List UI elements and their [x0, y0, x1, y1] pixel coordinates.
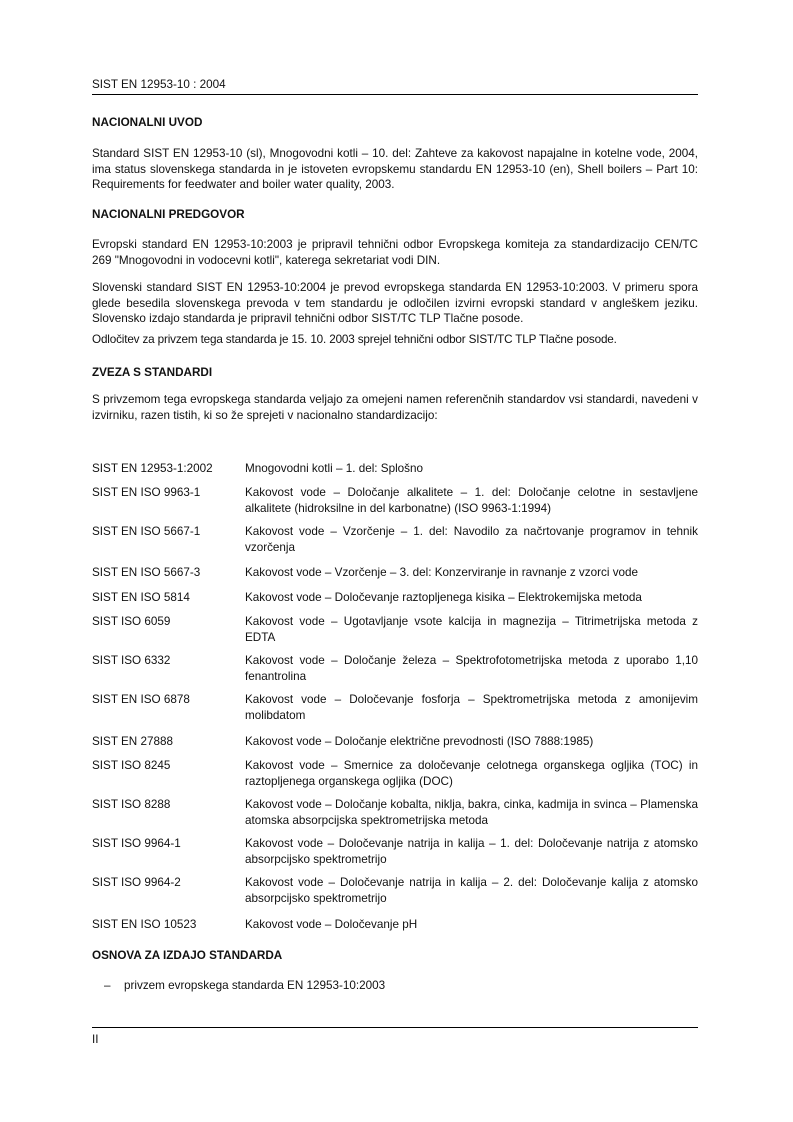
- page-number: II: [92, 1033, 99, 1046]
- reference-title: Kakovost vode – Določevanje pH: [245, 918, 418, 931]
- reference-title: Kakovost vode – Določevanje raztopljenega kisika – Elektrokemijska metoda: [245, 591, 642, 604]
- reference-code: SIST EN 12953-1:2002: [92, 462, 213, 475]
- reference-row: [92, 758, 698, 789]
- footer-rule: [92, 1027, 698, 1028]
- reference-title: Kakovost vode – Smernice za določevanje celotnega organskega ogljika (TOC) in raztopljenega organskega ogljika (DOC): [245, 759, 698, 788]
- reference-code: SIST EN ISO 5814: [92, 591, 190, 604]
- reference-code: SIST EN ISO 6878: [92, 693, 190, 706]
- reference-row: [92, 836, 698, 867]
- reference-title: Kakovost vode – Ugotavljanje vsote kalcija in magnezija – Titrimetrijska metoda z EDTA: [245, 615, 698, 644]
- reference-row: [92, 524, 698, 555]
- bullet-dash: –: [104, 979, 111, 992]
- reference-row: [92, 692, 698, 723]
- heading-nacionalni-predgovor: NACIONALNI PREDGOVOR: [92, 208, 245, 221]
- reference-title: Kakovost vode – Določanje alkalitete – 1. del: Določanje celotne in sestavljene alkalitete (hidroksilne in del karbonatne) (ISO 9963-1:1994): [245, 486, 698, 515]
- reference-code: SIST ISO 6059: [92, 615, 171, 628]
- reference-row: [92, 461, 698, 477]
- reference-code: SIST ISO 8245: [92, 759, 171, 772]
- reference-code: SIST EN ISO 9963-1: [92, 486, 201, 499]
- reference-title: Kakovost vode – Določevanje natrija in kalija – 1. del: Določevanje natrija z atomsko absorpcijsko spektrometrijo: [245, 837, 698, 866]
- reference-code: SIST EN ISO 5667-1: [92, 525, 201, 538]
- uvod-paragraph: Standard SIST EN 12953-10 (sl), Mnogovodni kotli – 10. del: Zahteve za kakovost napajalne in kotelne vode, 2004, ima status slovenskega standarda in je istoveten evropskemu standardu EN 12953-10 (en), Shell boilers – Part 10: Requirements for feedwater and boiler water quality, 2003.: [92, 147, 698, 191]
- reference-code: SIST ISO 6332: [92, 654, 171, 667]
- reference-title: Kakovost vode – Vzorčenje – 3. del: Konzerviranje in ravnanje z vzorci vode: [245, 566, 639, 579]
- reference-code: SIST ISO 9964-1: [92, 837, 181, 850]
- reference-row: [92, 875, 698, 906]
- reference-title: Mnogovodni kotli – 1. del: Splošno: [245, 462, 424, 475]
- reference-row: [92, 653, 698, 684]
- reference-code: SIST EN ISO 10523: [92, 918, 197, 931]
- reference-title: Kakovost vode – Določanje železa – Spektrofotometrijska metoda z uporabo 1,10 fenantrolina: [245, 654, 698, 683]
- reference-row: [92, 734, 698, 750]
- reference-title: Kakovost vode – Vzorčenje – 1. del: Navodilo za načrtovanje programov in tehnik vzorčenja: [245, 525, 698, 554]
- reference-code: SIST EN 27888: [92, 735, 173, 748]
- reference-title: Kakovost vode – Določevanje fosforja – Spektrometrijska metoda z amonijevim molibdatom: [245, 693, 698, 722]
- reference-code: SIST ISO 8288: [92, 798, 171, 811]
- predgovor-paragraph-3: Odločitev za privzem tega standarda je 15. 10. 2003 sprejel tehnični odbor SIST/TC TLP Tlačne posode.: [92, 333, 617, 346]
- reference-row: [92, 590, 698, 606]
- running-header: SIST EN 12953-10 : 2004: [92, 78, 226, 91]
- heading-zveza-s-standardi: ZVEZA S STANDARDI: [92, 366, 213, 379]
- reference-title: Kakovost vode – Določevanje natrija in kalija – 2. del: Določevanje kalija z atomsko absorpcijsko spektrometrijo: [245, 876, 698, 905]
- zveza-intro: S privzemom tega evropskega standarda veljajo za omejeni namen referenčnih standardov vsi standardi, navedeni v izvirniku, razen tistih, ki so že sprejeti v nacionalno standardizacijo:: [92, 393, 698, 422]
- reference-title: Kakovost vode – Določanje kobalta, niklja, bakra, cinka, kadmija in svinca – Plamenska atomska absorpcijska spektrometrijska metoda: [245, 798, 698, 827]
- header-rule: [92, 94, 698, 95]
- predgovor-paragraph-1: Evropski standard EN 12953-10:2003 je pripravil tehnični odbor Evropskega komiteja za standardizacijo CEN/TC 269 "Mnogovodni in vodocevni kotli", katerega sekretariat vodi DIN.: [92, 238, 698, 267]
- reference-row: [92, 614, 698, 645]
- reference-title: Kakovost vode – Določanje električne prevodnosti (ISO 7888:1985): [245, 735, 594, 748]
- predgovor-paragraph-2: Slovenski standard SIST EN 12953-10:2004 je prevod evropskega standarda EN 12953-10:2003. V primeru spora glede besedila slovenskega prevoda v tem standardu je odločilen izvirni evropski standard v angleškem jeziku. Slovensko izdajo standarda je pripravil tehnični odbor SIST/TC TLP Tlačne posode.: [92, 281, 698, 325]
- bullet-text: privzem evropskega standarda EN 12953-10:2003: [124, 979, 386, 992]
- reference-row: [92, 485, 698, 516]
- reference-row: [92, 917, 698, 933]
- heading-osnova-za-izdajo: OSNOVA ZA IZDAJO STANDARDA: [92, 949, 283, 962]
- reference-code: SIST ISO 9964-2: [92, 876, 181, 889]
- bullet-item: [104, 978, 385, 994]
- heading-nacionalni-uvod: NACIONALNI UVOD: [92, 116, 203, 129]
- reference-row: [92, 797, 698, 828]
- reference-code: SIST EN ISO 5667-3: [92, 566, 201, 579]
- reference-row: [92, 565, 698, 581]
